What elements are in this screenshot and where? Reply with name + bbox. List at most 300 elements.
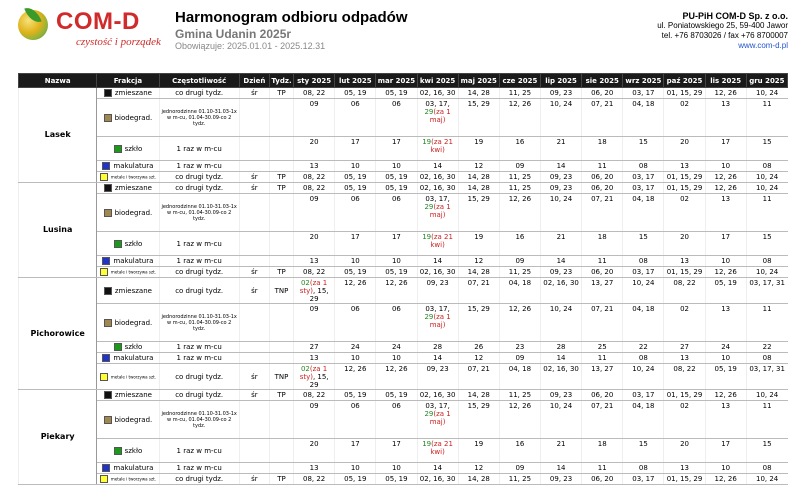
date-text: 13 bbox=[721, 305, 731, 313]
month-dates-cell bbox=[746, 439, 787, 463]
date-text: 04, 18 bbox=[508, 279, 532, 287]
frequency-cell: 1 raz w m-cu bbox=[159, 232, 239, 256]
reschedule-note: (za 1 maj) bbox=[429, 203, 451, 219]
szklo-color-swatch bbox=[114, 145, 122, 153]
date-text: 09 bbox=[309, 305, 319, 313]
month-dates-cell bbox=[376, 183, 417, 194]
day-cell: śr bbox=[239, 474, 269, 485]
date-text: 17 bbox=[391, 440, 401, 448]
frequency-cell: co drugi tydz. bbox=[159, 267, 239, 278]
table-row bbox=[19, 256, 788, 267]
date-text: 22 bbox=[638, 343, 648, 351]
month-dates-cell bbox=[499, 304, 540, 342]
month-dates-cell bbox=[294, 304, 335, 342]
month-dates-cell bbox=[582, 194, 623, 232]
month-dates-cell bbox=[746, 401, 787, 439]
column-header: maj 2025 bbox=[458, 74, 499, 88]
month-dates-cell bbox=[582, 161, 623, 172]
date-text: 11 bbox=[762, 195, 772, 203]
rescheduled-date: 02 bbox=[300, 365, 310, 373]
date-text: 14, 28 bbox=[467, 268, 490, 276]
month-dates-cell bbox=[746, 99, 787, 137]
frequency-cell: 1 raz w m-cu bbox=[159, 137, 239, 161]
month-dates-cell bbox=[417, 267, 458, 278]
month-dates-cell bbox=[499, 278, 540, 304]
frequency-cell: 1 raz w m-cu bbox=[159, 353, 239, 364]
month-dates-cell bbox=[664, 278, 705, 304]
month-dates-cell bbox=[376, 304, 417, 342]
day-cell bbox=[239, 463, 269, 474]
fraction-label: szkło bbox=[124, 446, 143, 455]
szklo-color-swatch bbox=[114, 343, 122, 351]
fraction-cell bbox=[97, 353, 159, 364]
frequency-cell: co drugi tydz. bbox=[159, 390, 239, 401]
reschedule-note: (za 1 sty) bbox=[299, 279, 328, 295]
month-dates-cell bbox=[623, 232, 664, 256]
month-dates-cell bbox=[376, 342, 417, 353]
date-text: 09 bbox=[309, 402, 319, 410]
place-name: Pichorowice bbox=[19, 278, 97, 390]
month-dates-cell bbox=[746, 278, 787, 304]
reschedule-note: (za 1 sty) bbox=[299, 365, 328, 381]
month-dates-cell bbox=[417, 232, 458, 256]
date-text: 10, 24 bbox=[549, 402, 573, 410]
date-text: 06 bbox=[350, 305, 360, 313]
place-name: Piekary bbox=[19, 390, 97, 485]
date-text: 28 bbox=[556, 343, 566, 351]
date-text: 17 bbox=[391, 233, 401, 241]
month-dates-cell bbox=[499, 463, 540, 474]
month-dates-cell bbox=[623, 256, 664, 267]
day-cell bbox=[239, 232, 269, 256]
month-dates-cell bbox=[664, 99, 705, 137]
page-title: Harmonogram odbioru odpadów bbox=[175, 9, 408, 26]
date-text: 12, 26 bbox=[508, 100, 532, 108]
month-dates-cell bbox=[335, 342, 376, 353]
month-dates-cell bbox=[540, 401, 581, 439]
date-text: 13 bbox=[309, 162, 319, 170]
day-cell bbox=[239, 304, 269, 342]
date-text: 08, 22 bbox=[302, 475, 326, 483]
validity-period: Obowiązuje: 2025.01.01 - 2025.12.31 bbox=[175, 41, 326, 51]
month-dates-cell bbox=[499, 390, 540, 401]
month-dates-cell bbox=[705, 353, 746, 364]
month-dates-cell bbox=[623, 364, 664, 390]
zmieszane-color-swatch bbox=[104, 89, 112, 97]
schedule-table bbox=[18, 73, 788, 485]
metale-color-swatch bbox=[100, 373, 108, 381]
month-dates-cell bbox=[540, 88, 581, 99]
date-text: 01, 15, 29 bbox=[666, 89, 703, 97]
date-text: 14, 28 bbox=[467, 475, 490, 483]
date-text: 12, 26 bbox=[714, 173, 737, 181]
month-dates-cell bbox=[417, 474, 458, 485]
fraction-cell bbox=[97, 342, 159, 353]
month-dates-cell bbox=[499, 439, 540, 463]
date-text: 09 bbox=[515, 257, 525, 265]
company-logo bbox=[18, 8, 168, 48]
frequency-cell: jednorodzinne 01.10-31.03-1x w m-cu, 01.04-30.09-co 2 tydz. bbox=[159, 401, 239, 439]
month-dates-cell bbox=[540, 278, 581, 304]
date-text: 12, 26 bbox=[714, 89, 737, 97]
month-dates-cell bbox=[294, 256, 335, 267]
metale-color-swatch bbox=[100, 268, 108, 276]
date-text: 15, 29 bbox=[467, 100, 490, 108]
date-text: 10 bbox=[391, 162, 401, 170]
month-dates-cell bbox=[499, 194, 540, 232]
date-text: 08 bbox=[762, 162, 772, 170]
date-text: 13 bbox=[721, 195, 731, 203]
date-text: 18 bbox=[597, 440, 607, 448]
date-text: 09, 23 bbox=[549, 89, 573, 97]
date-text: 19 bbox=[474, 138, 484, 146]
date-text: 01, 15, 29 bbox=[666, 475, 703, 483]
date-text: 02 bbox=[680, 402, 689, 410]
day-cell bbox=[239, 439, 269, 463]
date-text: 06, 20 bbox=[591, 173, 614, 181]
month-dates-cell bbox=[705, 194, 746, 232]
table-row bbox=[19, 342, 788, 353]
date-text: 11 bbox=[762, 305, 772, 313]
month-dates-cell bbox=[746, 194, 787, 232]
month-dates-cell bbox=[294, 232, 335, 256]
rescheduled-date: 29 bbox=[424, 313, 434, 321]
table-row bbox=[19, 390, 788, 401]
date-text: 08, 22 bbox=[673, 279, 696, 287]
date-text: 20 bbox=[309, 440, 319, 448]
date-text: 07, 21 bbox=[591, 402, 614, 410]
date-text: 04, 18 bbox=[632, 402, 655, 410]
date-text: 13 bbox=[309, 354, 319, 362]
month-dates-cell bbox=[623, 401, 664, 439]
month-dates-cell bbox=[582, 137, 623, 161]
column-header: wrz 2025 bbox=[623, 74, 664, 88]
date-text: 15 bbox=[762, 138, 772, 146]
date-text: 06, 20 bbox=[591, 268, 614, 276]
fraction-cell bbox=[97, 183, 159, 194]
date-text: 14, 28 bbox=[467, 89, 490, 97]
reschedule-note: (za 21 kwi) bbox=[430, 138, 453, 154]
date-text: 03, 17 bbox=[632, 184, 655, 192]
month-dates-cell bbox=[376, 267, 417, 278]
table-body bbox=[19, 88, 788, 485]
month-dates-cell bbox=[623, 342, 664, 353]
table-row bbox=[19, 183, 788, 194]
date-text: 14, 28 bbox=[467, 184, 490, 192]
date-text: 05, 19 bbox=[385, 391, 408, 399]
date-text: 16 bbox=[515, 233, 525, 241]
date-text: 15 bbox=[762, 233, 772, 241]
date-text: 05, 19 bbox=[385, 268, 408, 276]
month-dates-cell bbox=[664, 474, 705, 485]
fraction-cell bbox=[97, 463, 159, 474]
day-cell bbox=[239, 353, 269, 364]
month-dates-cell bbox=[582, 267, 623, 278]
frequency-cell: jednorodzinne 01.10-31.03-1x w m-cu, 01.04-30.09-co 2 tydz. bbox=[159, 304, 239, 342]
date-text: 10 bbox=[721, 257, 731, 265]
date-text: 08, 22 bbox=[302, 89, 326, 97]
date-text: 15 bbox=[638, 440, 648, 448]
column-header: sty 2025 bbox=[294, 74, 335, 88]
month-dates-cell bbox=[664, 353, 705, 364]
date-text: 10, 24 bbox=[756, 268, 779, 276]
month-dates-cell bbox=[458, 364, 499, 390]
place-name: Lusina bbox=[19, 183, 97, 278]
month-dates-cell bbox=[458, 342, 499, 353]
column-header: mar 2025 bbox=[376, 74, 417, 88]
metale-color-swatch bbox=[100, 173, 108, 181]
fraction-cell bbox=[97, 99, 159, 137]
month-dates-cell bbox=[335, 88, 376, 99]
month-dates-cell bbox=[746, 88, 787, 99]
month-dates-cell bbox=[294, 390, 335, 401]
date-text: 15, 29 bbox=[467, 402, 490, 410]
date-text: 18 bbox=[597, 233, 607, 241]
date-text: 05, 19 bbox=[385, 184, 408, 192]
month-dates-cell bbox=[746, 232, 787, 256]
fraction-label: makulatura bbox=[113, 257, 154, 265]
date-text: 23 bbox=[515, 343, 525, 351]
table-row bbox=[19, 88, 788, 99]
month-dates-cell bbox=[499, 88, 540, 99]
date-text: 13 bbox=[680, 257, 689, 265]
date-text: 07, 21 bbox=[591, 195, 614, 203]
date-text: 11 bbox=[597, 257, 607, 265]
month-dates-cell bbox=[623, 304, 664, 342]
fraction-label: makulatura bbox=[113, 162, 154, 170]
fraction-label: metale i tworzywa szt. bbox=[110, 374, 156, 379]
date-text: 01, 15, 29 bbox=[666, 173, 703, 181]
month-dates-cell bbox=[623, 278, 664, 304]
month-dates-cell bbox=[458, 161, 499, 172]
table-row bbox=[19, 267, 788, 278]
month-dates-cell bbox=[294, 194, 335, 232]
month-dates-cell bbox=[746, 304, 787, 342]
date-text: 20 bbox=[680, 440, 689, 448]
month-dates-cell bbox=[376, 278, 417, 304]
month-dates-cell bbox=[335, 267, 376, 278]
fraction-cell bbox=[97, 267, 159, 278]
month-dates-cell bbox=[335, 194, 376, 232]
month-dates-cell bbox=[499, 161, 540, 172]
rescheduled-date: 19 bbox=[422, 233, 432, 241]
date-text: 24 bbox=[721, 343, 731, 351]
date-text: 02, 16, 30 bbox=[543, 365, 579, 373]
fraction-label: szkło bbox=[124, 144, 143, 153]
month-dates-cell bbox=[705, 342, 746, 353]
month-dates-cell bbox=[623, 99, 664, 137]
month-dates-cell bbox=[294, 439, 335, 463]
month-dates-cell bbox=[582, 353, 623, 364]
fraction-label: metale i tworzywa szt. bbox=[110, 174, 156, 180]
month-dates-cell bbox=[705, 99, 746, 137]
month-dates-cell bbox=[376, 364, 417, 390]
date-text: 02, 16, 30 bbox=[419, 184, 456, 192]
month-dates-cell bbox=[417, 353, 458, 364]
date-text: 03, 17 bbox=[632, 173, 655, 181]
date-text: 03, 17, bbox=[425, 305, 450, 313]
reschedule-note: (za 21 kwi) bbox=[430, 440, 453, 456]
szklo-color-swatch bbox=[114, 447, 122, 455]
table-row bbox=[19, 161, 788, 172]
month-dates-cell bbox=[582, 364, 623, 390]
week-cell bbox=[269, 342, 293, 353]
month-dates-cell bbox=[540, 474, 581, 485]
date-text: 17 bbox=[721, 440, 731, 448]
date-text: 12 bbox=[474, 354, 484, 362]
month-dates-cell bbox=[499, 267, 540, 278]
month-dates-cell bbox=[540, 172, 581, 183]
date-text: 10, 24 bbox=[756, 173, 779, 181]
reschedule-note: (za 1 maj) bbox=[429, 108, 451, 124]
date-text: 06, 20 bbox=[591, 391, 614, 399]
month-dates-cell bbox=[376, 88, 417, 99]
frequency-cell: 1 raz w m-cu bbox=[159, 439, 239, 463]
fraction-label: zmieszane bbox=[114, 286, 152, 295]
table-row bbox=[19, 364, 788, 390]
date-text: 14 bbox=[556, 257, 566, 265]
table-row bbox=[19, 194, 788, 232]
date-text: 10 bbox=[350, 257, 360, 265]
date-text: 12, 26 bbox=[508, 305, 532, 313]
month-dates-cell bbox=[458, 256, 499, 267]
page-header bbox=[0, 0, 800, 70]
date-text: 10 bbox=[391, 464, 401, 472]
month-dates-cell bbox=[499, 474, 540, 485]
date-text: 17 bbox=[350, 440, 360, 448]
date-text: 04, 18 bbox=[632, 305, 655, 313]
month-dates-cell bbox=[664, 401, 705, 439]
date-text: 08, 22 bbox=[302, 268, 326, 276]
table-row bbox=[19, 401, 788, 439]
date-text: 08 bbox=[638, 257, 648, 265]
date-text: 19 bbox=[474, 233, 484, 241]
month-dates-cell bbox=[335, 232, 376, 256]
fraction-label: zmieszane bbox=[114, 391, 152, 399]
date-text: 09 bbox=[309, 100, 319, 108]
day-cell bbox=[239, 99, 269, 137]
fraction-cell bbox=[97, 474, 159, 485]
fraction-cell bbox=[97, 232, 159, 256]
month-dates-cell bbox=[664, 267, 705, 278]
column-header: cze 2025 bbox=[499, 74, 540, 88]
date-text: 10 bbox=[721, 162, 731, 170]
month-dates-cell bbox=[335, 439, 376, 463]
month-dates-cell bbox=[582, 278, 623, 304]
date-text: 12 bbox=[474, 257, 484, 265]
month-dates-cell bbox=[540, 194, 581, 232]
date-text: 22 bbox=[762, 343, 772, 351]
week-cell bbox=[269, 161, 293, 172]
frequency-cell: co drugi tydz. bbox=[159, 474, 239, 485]
date-text: 10, 24 bbox=[756, 89, 779, 97]
date-text: 10, 24 bbox=[632, 279, 655, 287]
week-cell bbox=[269, 439, 293, 463]
day-cell bbox=[239, 401, 269, 439]
day-cell: śr bbox=[239, 364, 269, 390]
company-phone: tel. +76 8703026 / fax +76 8700007 bbox=[661, 31, 788, 40]
month-dates-cell bbox=[335, 364, 376, 390]
frequency-cell: co drugi tydz. bbox=[159, 172, 239, 183]
month-dates-cell bbox=[664, 390, 705, 401]
month-dates-cell bbox=[376, 390, 417, 401]
column-header: paź 2025 bbox=[664, 74, 705, 88]
date-text: 08 bbox=[762, 354, 772, 362]
month-dates-cell bbox=[335, 99, 376, 137]
fraction-label: szkło bbox=[124, 343, 143, 351]
date-text: 05, 19 bbox=[385, 475, 408, 483]
biodegrad-color-swatch bbox=[104, 319, 112, 327]
month-dates-cell bbox=[294, 183, 335, 194]
month-dates-cell bbox=[664, 304, 705, 342]
table-row bbox=[19, 474, 788, 485]
date-text: 12, 26 bbox=[714, 268, 737, 276]
date-text: 10 bbox=[350, 354, 360, 362]
date-text: 06, 20 bbox=[591, 184, 614, 192]
date-text: 03, 17, bbox=[425, 402, 450, 410]
month-dates-cell bbox=[705, 232, 746, 256]
date-text: 06, 20 bbox=[591, 89, 614, 97]
company-website-link[interactable]: www.com-d.pl bbox=[738, 41, 788, 50]
date-text: 07, 21 bbox=[591, 100, 614, 108]
month-dates-cell bbox=[499, 256, 540, 267]
date-text: 24 bbox=[391, 343, 401, 351]
month-dates-cell bbox=[582, 172, 623, 183]
month-dates-cell bbox=[582, 390, 623, 401]
month-dates-cell bbox=[294, 342, 335, 353]
month-dates-cell bbox=[335, 256, 376, 267]
month-dates-cell bbox=[335, 161, 376, 172]
month-dates-cell bbox=[458, 172, 499, 183]
date-text: 15 bbox=[638, 233, 648, 241]
fraction-label: biodegrad. bbox=[114, 208, 153, 217]
fraction-label: metale i tworzywa szt. bbox=[110, 476, 156, 482]
week-cell bbox=[269, 137, 293, 161]
month-dates-cell bbox=[540, 267, 581, 278]
date-text: 01, 15, 29 bbox=[666, 184, 703, 192]
frequency-cell: co drugi tydz. bbox=[159, 364, 239, 390]
date-text: 11 bbox=[597, 162, 607, 170]
date-text: 02 bbox=[680, 195, 689, 203]
month-dates-cell bbox=[335, 390, 376, 401]
table-header-row bbox=[19, 74, 788, 88]
month-dates-cell bbox=[705, 161, 746, 172]
month-dates-cell bbox=[582, 401, 623, 439]
column-header: Nazwa bbox=[19, 74, 97, 88]
date-text: 12, 26 bbox=[508, 402, 532, 410]
date-text: 10 bbox=[721, 464, 731, 472]
month-dates-cell bbox=[705, 256, 746, 267]
date-text: 06 bbox=[391, 195, 401, 203]
date-text: 03, 17, 31 bbox=[749, 365, 785, 373]
date-text: 05, 19 bbox=[385, 89, 408, 97]
month-dates-cell bbox=[623, 161, 664, 172]
date-text: 08 bbox=[638, 354, 648, 362]
date-text: 11, 25 bbox=[508, 89, 532, 97]
fraction-cell bbox=[97, 172, 159, 183]
month-dates-cell bbox=[540, 161, 581, 172]
date-text: 14 bbox=[433, 257, 443, 265]
month-dates-cell bbox=[705, 304, 746, 342]
month-dates-cell bbox=[746, 267, 787, 278]
month-dates-cell bbox=[499, 342, 540, 353]
month-dates-cell bbox=[458, 267, 499, 278]
date-text: 02, 16, 30 bbox=[419, 475, 456, 483]
month-dates-cell bbox=[335, 137, 376, 161]
fraction-label: biodegrad. bbox=[114, 113, 153, 122]
month-dates-cell bbox=[376, 161, 417, 172]
fraction-label: biodegrad. bbox=[114, 415, 153, 424]
